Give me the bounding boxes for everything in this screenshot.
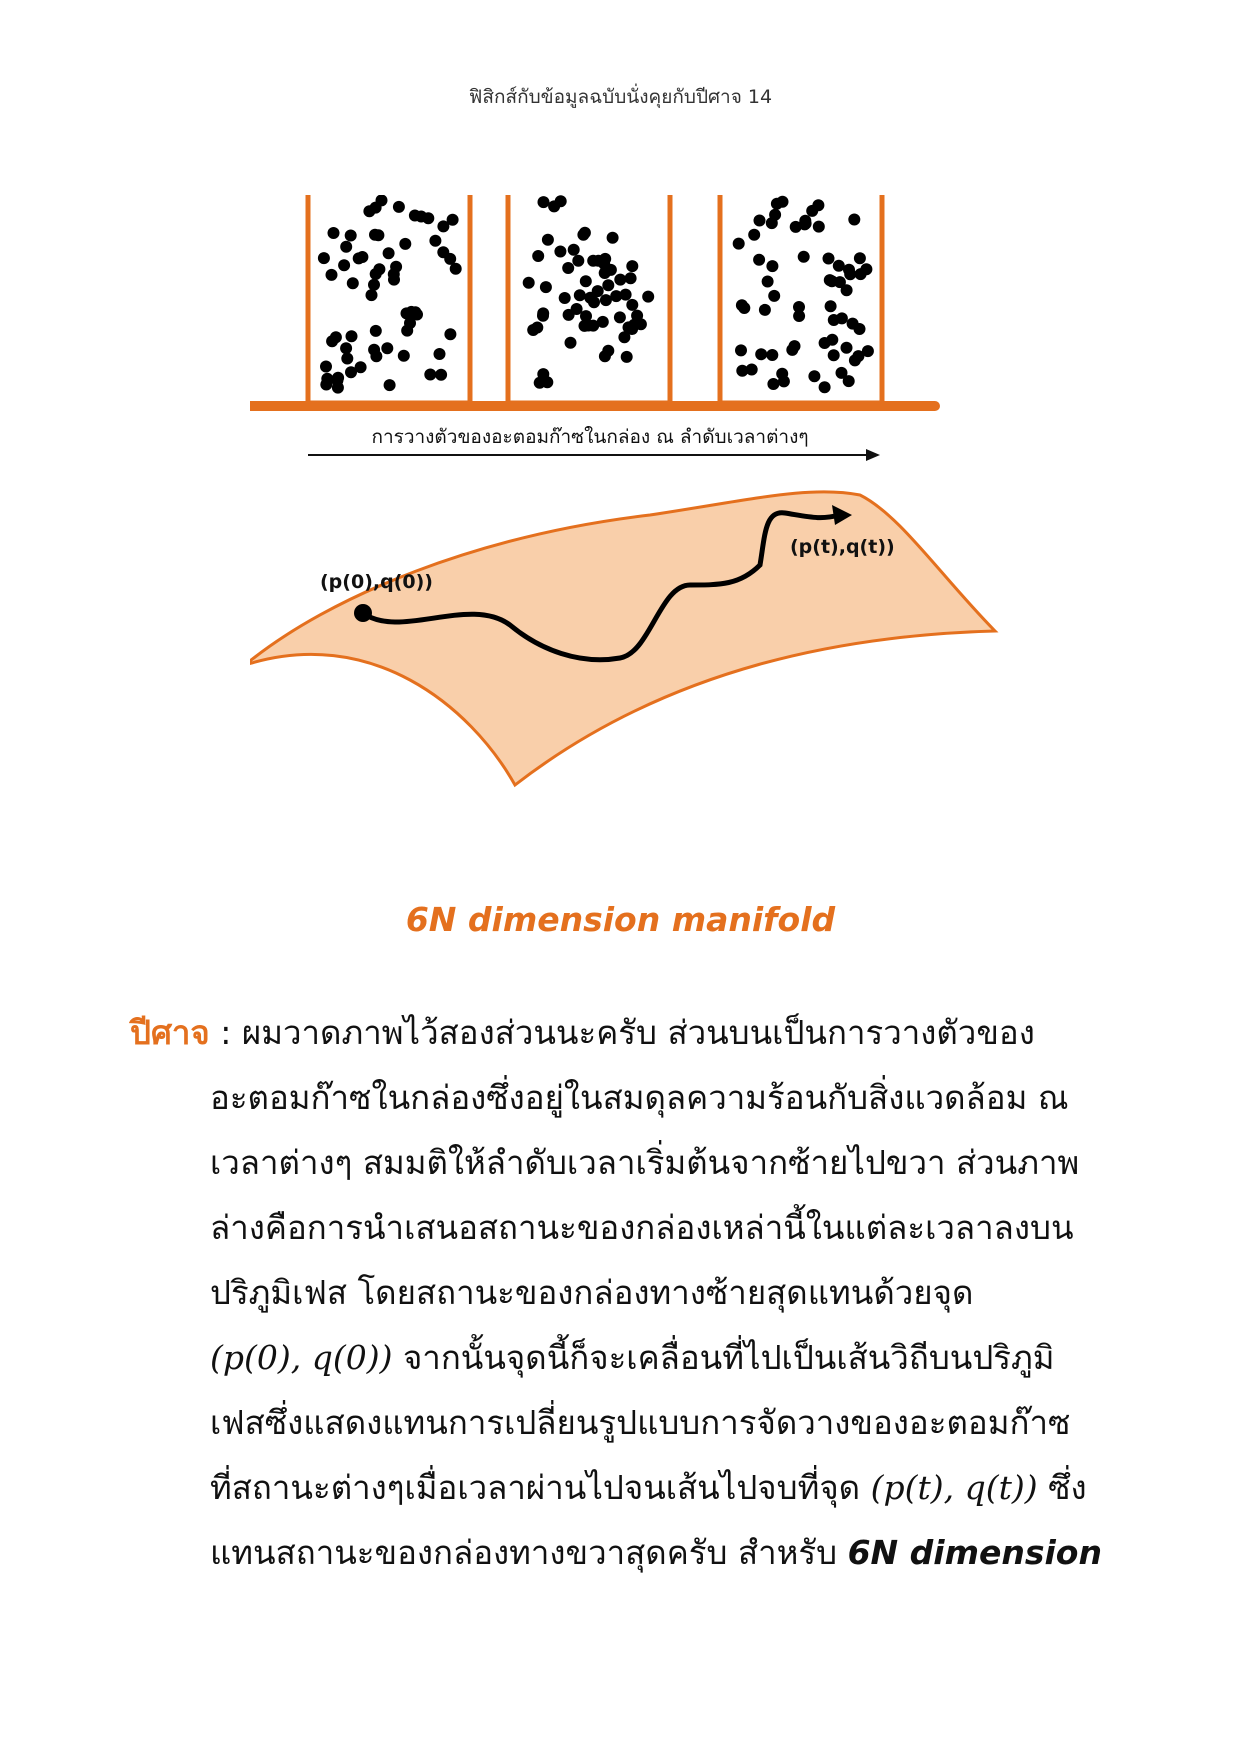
atom-dot (340, 342, 352, 354)
atom-dot (580, 275, 592, 287)
atom-dot (444, 328, 456, 340)
atom-dot (563, 309, 575, 321)
atom-dot (429, 235, 441, 247)
atom-dot (733, 238, 745, 250)
atom-dot (527, 324, 539, 336)
atom-dot (574, 289, 586, 301)
dialogue-paragraph (130, 1000, 1130, 1585)
start-point-label: (p(0),q(0)) (320, 571, 433, 593)
line-6 (130, 1325, 1130, 1390)
atom-dot (523, 277, 535, 289)
line-9-emphasis: 6N dimension (847, 1533, 1102, 1572)
atom-dot (862, 345, 874, 357)
page-header: ฟิสิกส์กับข้อมูลฉบับนั่งคุยกับปีศาจ 14 (468, 86, 773, 108)
manifold-caption: 6N dimension manifold (405, 900, 836, 939)
atom-dot (833, 260, 845, 272)
atom-dot (621, 351, 633, 363)
atoms-middle (523, 195, 655, 388)
line-4: ล่างคือการนำเสนอสถานะของกล่องเหล่านี้ในแต่ละเวลาลงบน (210, 1208, 1074, 1247)
atom-dot (626, 299, 638, 311)
atom-dot (398, 350, 410, 362)
atom-dot (841, 342, 853, 354)
line-8-text: ที่สถานะต่างๆเมื่อเวลาผ่านไปจนเส้นไปจบที่จุด (210, 1468, 871, 1507)
atom-dot (766, 217, 778, 229)
atom-dot (626, 323, 638, 335)
time-arrow-head (866, 449, 880, 461)
atom-dot (366, 289, 378, 301)
atom-dot (568, 244, 580, 256)
atom-dot (345, 230, 357, 242)
atom-dot (355, 361, 367, 373)
line-3: เวลาต่างๆ สมมติให้ลำดับเวลาเริ่มต้นจากซ้ายไปขวา ส่วนภาพ (210, 1143, 1080, 1182)
line-9-text: แทนสถานะของกล่องทางขวาสุดครับ สำหรับ (210, 1533, 848, 1572)
atom-dot (825, 300, 837, 312)
atoms-left (318, 195, 462, 394)
atom-dot (759, 304, 771, 316)
atom-dot (434, 348, 446, 360)
atom-dot (565, 337, 577, 349)
atom-dot (735, 344, 747, 356)
atom-dot (767, 378, 779, 390)
atom-dot (592, 255, 604, 267)
time-order-caption: การวางตัวของอะตอมก๊าซในกล่อง ณ ลำดับเวลาต่างๆ (371, 426, 809, 448)
atom-dot (808, 370, 820, 382)
atom-dot (626, 260, 638, 272)
atom-dot (834, 276, 846, 288)
atom-dot (326, 335, 338, 347)
atom-dot (318, 252, 330, 264)
atom-dot (370, 350, 382, 362)
atom-dot (555, 195, 567, 207)
atom-dot (532, 250, 544, 262)
atom-dot (754, 215, 766, 227)
atom-dot (860, 263, 872, 275)
atom-dot (320, 361, 332, 373)
atom-dot (424, 369, 436, 381)
atom-dot (559, 292, 571, 304)
atom-dot (843, 375, 855, 387)
atom-dot (748, 229, 760, 241)
atom-dot (849, 354, 861, 366)
end-state-math: (p(t), q(t)) (870, 1468, 1038, 1507)
atom-dot (388, 274, 400, 286)
atom-dot (607, 232, 619, 244)
atom-dot (415, 211, 427, 223)
atom-dot (554, 246, 566, 258)
line-2: อะตอมก๊าซในกล่องซึ่งอยู่ในสมดุลความร้อนกับสิ่งแวดล้อม ณ (210, 1078, 1069, 1117)
atom-dot (848, 214, 860, 226)
atom-dot (819, 381, 831, 393)
atom-dot (562, 262, 574, 274)
atom-dot (828, 349, 840, 361)
atom-dot (320, 379, 332, 391)
atom-dot (813, 221, 825, 233)
atom-dot (812, 199, 824, 211)
atom-dot (540, 281, 552, 293)
line-1-text: ผมวาดภาพไว้สองส่วนนะครับ ส่วนบนเป็นการวางตัวของ (241, 1013, 1035, 1052)
atom-dot (746, 364, 758, 376)
atom-dot (537, 307, 549, 319)
atom-dot (823, 253, 835, 265)
atom-dot (799, 215, 811, 227)
atom-dot (854, 252, 866, 264)
gas-box-figure (250, 195, 1010, 805)
atom-dot (579, 227, 591, 239)
line-1 (130, 1000, 1130, 1065)
atom-dot (447, 214, 459, 226)
atom-dot (762, 276, 774, 288)
atom-dot (340, 241, 352, 253)
line-7: เฟสซึ่งแสดงแทนการเปลี่ยนรูปแบบการจัดวางของอะตอมก๊าซ (210, 1403, 1071, 1442)
atom-dot (399, 238, 411, 250)
atom-dot (435, 369, 447, 381)
atom-dot (541, 376, 553, 388)
atom-dot (370, 325, 382, 337)
atom-dot (383, 247, 395, 259)
line-8 (130, 1455, 1130, 1520)
atom-dot (384, 379, 396, 391)
atom-dot (776, 368, 788, 380)
atom-dot (610, 290, 622, 302)
atom-dot (584, 292, 596, 304)
atom-dot (542, 234, 554, 246)
atom-dot (338, 259, 350, 271)
atom-dot (793, 310, 805, 322)
atom-dot (368, 279, 380, 291)
atom-dot (353, 252, 365, 264)
atom-dot (625, 272, 637, 284)
atom-dot (614, 311, 626, 323)
end-point-label: (p(t),q(t)) (790, 536, 895, 558)
atom-dot (826, 334, 838, 346)
atoms-right (733, 196, 874, 394)
atom-dot (614, 274, 626, 286)
atom-dot (753, 254, 765, 266)
atom-dot (766, 349, 778, 361)
atom-dot (347, 277, 359, 289)
atom-dot (373, 263, 385, 275)
atom-dot (600, 294, 612, 306)
atom-dot (777, 196, 789, 208)
atom-dot (341, 353, 353, 365)
start-state-math: (p(0), q(0)) (210, 1338, 393, 1377)
line-8-end: ซึ่ง (1037, 1468, 1087, 1507)
atom-dot (786, 344, 798, 356)
atom-dot (572, 255, 584, 267)
atom-dot (381, 342, 393, 354)
atom-dot (844, 268, 856, 280)
speaker-separator: : (209, 1013, 242, 1052)
atom-dot (828, 314, 840, 326)
atom-dot (597, 316, 609, 328)
atom-dot (602, 345, 614, 357)
atom-dot (405, 306, 417, 318)
atom-dot (372, 229, 384, 241)
atom-dot (444, 253, 456, 265)
speaker-name: ปีศาจ (130, 1013, 210, 1052)
atom-dot (538, 196, 550, 208)
atom-dot (738, 302, 750, 314)
atom-dot (642, 291, 654, 303)
atom-dot (331, 375, 343, 387)
atom-dot (346, 330, 358, 342)
atom-dot (766, 260, 778, 272)
atom-dot (582, 320, 594, 332)
atom-dot (393, 201, 405, 213)
atom-dot (798, 251, 810, 263)
atom-dot (326, 269, 338, 281)
atom-dot (404, 317, 416, 329)
line-9 (130, 1520, 1130, 1585)
atom-dot (328, 227, 340, 239)
atom-dot (602, 279, 614, 291)
atom-dot (363, 205, 375, 217)
atom-dot (768, 290, 780, 302)
atom-dot (854, 323, 866, 335)
line-5: ปริภูมิเฟส โดยสถานะของกล่องทางซ้ายสุดแทนด้วยจุด (210, 1273, 974, 1312)
atom-dot (755, 348, 767, 360)
start-point (354, 604, 372, 622)
line-6-text: จากนั้นจุดนี้ก็จะเคลื่อนที่ไปเป็นเส้นวิถีบนปริภูมิ (392, 1338, 1055, 1377)
